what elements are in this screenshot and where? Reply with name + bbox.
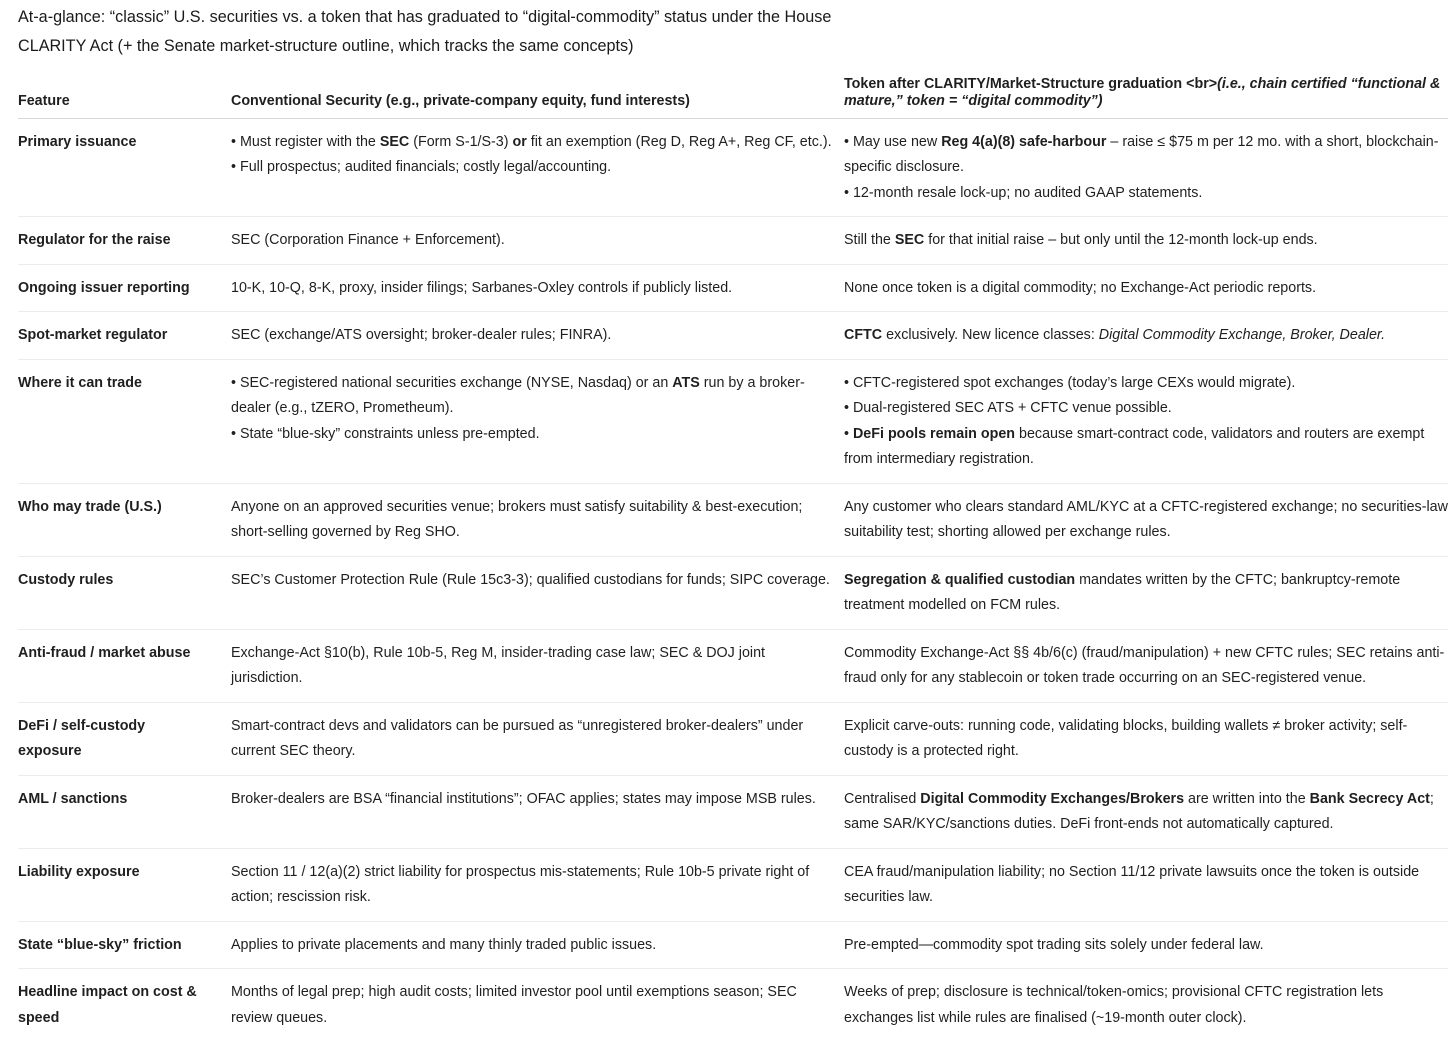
- table-row: [18, 969, 1448, 1042]
- row-feature: State “blue-sky” friction: [18, 921, 231, 969]
- cell-line: [231, 933, 836, 959]
- cell-line: [231, 276, 836, 302]
- row-token: [844, 483, 1448, 556]
- text-segment: • Must register with the: [231, 133, 380, 150]
- text-segment: Pre-empted—commodity spot trading sits solely under federal law.: [844, 936, 1264, 953]
- text-segment: ; same SAR/KYC/sanctions duties. DeFi front-ends not automatically captured.: [844, 790, 1434, 832]
- row-feature: Who may trade (U.S.): [18, 483, 231, 556]
- row-token: [844, 702, 1448, 775]
- text-segment: • State “blue-sky” constraints unless pre-empted.: [231, 425, 540, 442]
- table-row: [18, 483, 1448, 556]
- text-segment: run by a broker-dealer (e.g., tZERO, Prometheum).: [231, 374, 805, 416]
- row-conventional: [231, 556, 844, 629]
- text-segment: •: [844, 425, 853, 442]
- cell-line: [844, 714, 1448, 765]
- row-conventional: [231, 264, 844, 312]
- table-row: [18, 217, 1448, 265]
- text-segment: SEC (Corporation Finance + Enforcement).: [231, 232, 505, 248]
- row-token: [844, 264, 1448, 312]
- row-token: [844, 969, 1448, 1042]
- text-segment: • May use new: [844, 133, 942, 150]
- row-conventional: [231, 848, 844, 921]
- text-segment: ATS: [672, 374, 700, 391]
- row-token: [844, 359, 1448, 483]
- text-segment: SEC: [894, 232, 925, 248]
- text-segment: SEC’s Customer Protection Rule (Rule 15c3-3); qualified custodians for funds; SIPC coverage.: [231, 571, 830, 588]
- row-feature: Custody rules: [18, 556, 231, 629]
- row-conventional: [231, 775, 844, 848]
- text-segment: because smart-contract code, validators and routers are exempt from intermediary registration.: [844, 425, 1425, 467]
- text-segment: SEC: [379, 133, 410, 150]
- table-row: [18, 556, 1448, 629]
- table-row: [18, 848, 1448, 921]
- row-conventional: [231, 921, 844, 969]
- row-feature: Headline impact on cost & speed: [18, 984, 197, 1026]
- table-body: [18, 118, 1448, 1041]
- header-token-italic: (i.e., chain certified “functional & mature,” token = “digital commodity”): [844, 75, 1441, 109]
- row-conventional: [231, 483, 844, 556]
- table-row: [18, 359, 1448, 483]
- table-row: [18, 702, 1448, 775]
- text-segment: • SEC-registered national securities exchange (NYSE, Nasdaq) or an: [231, 374, 673, 391]
- text-segment: Exchange-Act §10(b), Rule 10b-5, Reg M, insider-trading case law; SEC & DOJ joint jurisdiction.: [231, 644, 765, 686]
- text-segment: Weeks of prep; disclosure is technical/token-omics; provisional CFTC registration lets exchanges list while rules are finalised (~19-month outer clock).: [844, 984, 1384, 1026]
- row-feature: Spot-market regulator: [18, 312, 231, 360]
- text-segment: (Form S-1/S-3): [409, 133, 513, 150]
- row-token: [844, 848, 1448, 921]
- row-feature: Where it can trade: [18, 359, 231, 483]
- table-row: [18, 775, 1448, 848]
- cell-line: [231, 787, 836, 813]
- text-segment: Still the: [844, 232, 895, 248]
- text-segment: Explicit carve-outs: running code, validating blocks, building wallets ≠ broker activity; self-custody is a protected right.: [844, 717, 1408, 759]
- cell-line: [844, 980, 1448, 1031]
- cell-line: [231, 371, 836, 422]
- row-token: [844, 556, 1448, 629]
- row-feature: AML / sanctions: [18, 775, 231, 848]
- cell-line: [844, 130, 1448, 181]
- text-segment: None once token is a digital commodity; no Exchange-Act periodic reports.: [844, 279, 1317, 296]
- text-segment: exclusively. New licence classes:: [882, 327, 1099, 343]
- text-segment: Bank Secrecy Act: [1309, 790, 1430, 807]
- text-segment: Broker-dealers are BSA “financial institutions”; OFAC applies; states may impose MSB rules.: [231, 790, 816, 807]
- row-token: [844, 921, 1448, 969]
- row-token: [844, 118, 1448, 217]
- text-segment: Reg 4(a)(8) safe-harbour: [941, 133, 1107, 150]
- text-segment: Anyone on an approved securities venue; brokers must satisfy suitability & best-execution; short-selling governed by Reg SHO.: [231, 498, 803, 540]
- row-conventional: [231, 359, 844, 483]
- text-segment: Digital Commodity Exchanges/Brokers: [920, 790, 1185, 807]
- text-segment: Smart-contract devs and validators can be pursued as “unregistered broker-dealers” under current SEC theory.: [231, 717, 804, 759]
- cell-line: [844, 396, 1448, 422]
- table-row: [18, 118, 1448, 217]
- text-segment: for that initial raise – but only until the 12-month lock-up ends.: [924, 232, 1318, 248]
- text-segment: Any customer who clears standard AML/KYC at a CFTC-registered exchange; no securities-law suitability test; shorting allowed per exchange rules.: [844, 498, 1448, 540]
- comparison-table: [18, 71, 1448, 1041]
- text-segment: Months of legal prep; high audit costs; limited investor pool until exemptions season; SEC review queues.: [231, 984, 797, 1026]
- text-segment: 10-K, 10-Q, 8-K, proxy, insider filings; Sarbanes-Oxley controls if publicly listed.: [231, 279, 733, 296]
- cell-line: [231, 714, 836, 765]
- row-conventional: [231, 217, 844, 265]
- text-segment: Digital Commodity Exchange, Broker, Dealer.: [1098, 327, 1386, 343]
- text-segment: or: [512, 133, 527, 150]
- header-token-plain: Token after CLARITY/Market-Structure graduation <br>: [844, 75, 1218, 92]
- cell-line: [231, 323, 836, 349]
- text-segment: are written into the: [1184, 790, 1310, 807]
- row-feature: DeFi / self-custody exposure: [18, 702, 231, 775]
- cell-line: [231, 568, 836, 594]
- text-segment: CFTC: [844, 327, 883, 343]
- table-row: [18, 312, 1448, 360]
- row-token: [844, 217, 1448, 265]
- row-conventional: [231, 312, 844, 360]
- cell-line: [844, 323, 1448, 349]
- cell-line: [231, 860, 836, 911]
- row-conventional: [231, 629, 844, 702]
- row-conventional: [231, 702, 844, 775]
- cell-line: [844, 276, 1448, 302]
- cell-line: [231, 130, 836, 156]
- text-segment: fit an exemption (Reg D, Reg A+, Reg CF, etc.).: [526, 133, 832, 150]
- text-segment: – raise ≤ $75 m per 12 mo. with a short, blockchain-specific disclosure.: [844, 133, 1439, 175]
- row-conventional: [231, 969, 844, 1042]
- cell-line: [231, 980, 836, 1031]
- text-segment: Commodity Exchange-Act §§ 4b/6(c) (fraud/manipulation) + new CFTC rules; SEC retains anti-fraud only for any stablecoin or token trade occurring on an SEC-registered venue.: [844, 644, 1445, 686]
- row-token: [844, 775, 1448, 848]
- text-segment: • CFTC-registered spot exchanges (today’s large CEXs would migrate).: [844, 374, 1296, 391]
- table-row: [18, 629, 1448, 702]
- row-token: [844, 312, 1448, 360]
- text-segment: SEC (exchange/ATS oversight; broker-dealer rules; FINRA).: [231, 327, 612, 343]
- text-segment: Section 11 / 12(a)(2) strict liability for prospectus mis-statements; Rule 10b-5 private right of action; rescission risk.: [231, 863, 810, 905]
- cell-line: [844, 495, 1448, 546]
- cell-line: [844, 371, 1448, 397]
- header-token: [844, 71, 1448, 118]
- text-segment: • Full prospectus; audited financials; costly legal/accounting.: [231, 159, 612, 175]
- row-token: [844, 629, 1448, 702]
- text-segment: mandates written by the CFTC; bankruptcy-remote treatment modelled on FCM rules.: [844, 571, 1401, 613]
- cell-line: [844, 228, 1448, 254]
- table-row: [18, 921, 1448, 969]
- cell-line: [231, 228, 836, 254]
- row-feature: Primary issuance: [18, 118, 231, 217]
- text-segment: DeFi pools remain open: [852, 425, 1016, 442]
- cell-line: [844, 422, 1448, 473]
- text-segment: Segregation & qualified custodian: [844, 571, 1076, 588]
- cell-line: [844, 568, 1448, 619]
- row-feature: Anti-fraud / market abuse: [18, 629, 231, 702]
- row-feature: Liability exposure: [18, 848, 231, 921]
- row-feature: Regulator for the raise: [18, 217, 231, 265]
- cell-line: [231, 155, 836, 181]
- cell-line: [231, 495, 836, 546]
- cell-line: [844, 860, 1448, 911]
- table-header-row: [18, 71, 1448, 118]
- cell-line: [844, 641, 1448, 692]
- cell-line: [844, 787, 1448, 838]
- page-title: At-a-glance: “classic” U.S. securities vs. a token that has graduated to “digital-commodity” status under the House CLARITY Act (+ the Senate market-structure outline, which tracks the same concepts): [18, 8, 832, 55]
- text-segment: • 12-month resale lock-up; no audited GAAP statements.: [844, 184, 1203, 201]
- cell-line: [844, 181, 1448, 207]
- row-feature: Ongoing issuer reporting: [18, 264, 231, 312]
- text-segment: CEA fraud/manipulation liability; no Section 11/12 private lawsuits once the token is outside securities law.: [844, 863, 1420, 905]
- header-conventional: Conventional Security (e.g., private-company equity, fund interests): [231, 71, 844, 118]
- table-row: [18, 264, 1448, 312]
- text-segment: • Dual-registered SEC ATS + CFTC venue possible.: [844, 400, 1172, 416]
- text-segment: Applies to private placements and many thinly traded public issues.: [231, 936, 657, 953]
- text-segment: Centralised: [844, 790, 921, 807]
- cell-line: [231, 641, 836, 692]
- cell-line: [844, 933, 1448, 959]
- header-feature: Feature: [18, 71, 231, 118]
- cell-line: [231, 422, 836, 448]
- row-conventional: [231, 118, 844, 217]
